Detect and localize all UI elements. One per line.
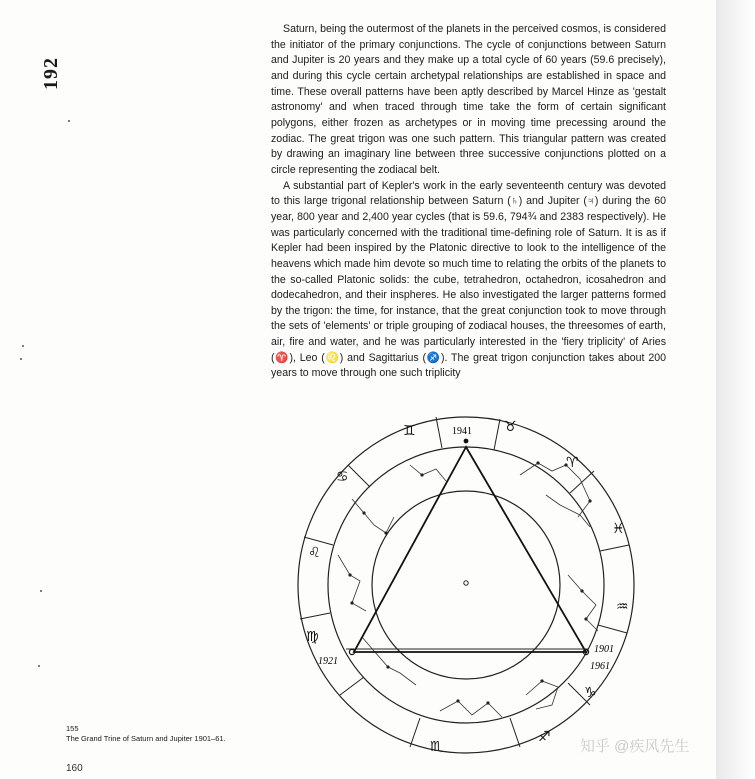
sagittarius-glyph: ♐	[538, 729, 551, 745]
scorpio-glyph: ♏	[430, 739, 443, 755]
center-point	[464, 581, 468, 585]
page-edge-shadow	[716, 0, 755, 779]
caption-number: 155	[66, 724, 79, 733]
scan-speck	[38, 665, 40, 667]
zodiac-wheel-diagram	[290, 405, 645, 770]
page-number: 192	[40, 57, 62, 90]
paragraph-1: Saturn, being the outermost of the planets in the perceived cosmos, is considered the initiator of the primary conjunctions. The cycle of conjunctions between Saturn and Jupiter is 20 years and they make up a total cycle of 60 years (59.6 precisely), and during this cycle certain archetypal relationships are established in space and time. These overall patterns have been aptly described by Marcel Hinze as 'gestalt astronomy' and when traced through time take the form of certain significant polygons, either frozen as archetypes or in moving time precessing around the zodiac. The great trigon was one such pattern. This triangular pattern was created by drawing an imaginary line between three successive conjunctions plotted on a circle representing the zodiacal belt.	[271, 23, 666, 176]
watermark: 知乎 @疾风先生	[580, 738, 690, 755]
year-label-1941: 1941	[452, 426, 472, 437]
grand-trine-figure	[290, 405, 645, 770]
capricorn-glyph: ♑	[584, 685, 597, 701]
year-label-1921: 1921	[318, 656, 338, 667]
taurus-glyph: ♉	[504, 419, 517, 435]
body-text	[271, 22, 666, 382]
caption-text: The Grand Trine of Saturn and Jupiter 1901–61.	[66, 734, 226, 743]
scan-speck	[68, 120, 70, 122]
virgo-glyph: ♍	[306, 629, 319, 645]
paragraph-2: A substantial part of Kepler's work in the early seventeenth century was devoted to this large trigonal relationship between Saturn (♄) and Jupiter (♃) during the 60 year, 800 year and 2,400 year cycles (that is 59.6, 794¾ and 2383 respectively). He was particularly concerned with the traditional time-defining role of Saturn. It is as if Kepler had been inspired by the Platonic directive to look to the intelligence of the heavens which made him devote so much time to relating the orbits of the planets to the so-called Platonic solids: the cube, tetrahedron, octahedron, icosahedron and dodecahedron, and their inspheres. He also investigated the larger patterns formed by the trigon: the time, for instance, that the great conjunction took to move through the sets of 'elements' or triple grouping of zodiacal houses, the threesomes of earth, air, fire and water, and he was particularly interested in the 'fiery triplicity' of Aries (♈), Leo (♌) and Sagittarius (♐). The great trigon conjunction takes about 200 years to move through one such triplicity	[271, 179, 666, 380]
constellation-stars	[348, 461, 591, 704]
gemini-glyph: ♊	[403, 423, 416, 439]
folio-number: 160	[66, 763, 83, 774]
scan-speck	[20, 358, 22, 360]
pisces-glyph: ♓	[612, 521, 625, 537]
scan-speck	[22, 345, 24, 347]
year-label-1901: 1901	[594, 644, 614, 655]
leo-glyph: ♌	[308, 545, 321, 561]
conjunction-point-1941	[464, 439, 469, 444]
year-label-1961: 1961	[590, 661, 610, 672]
figure-caption	[66, 724, 266, 744]
grand-trine-triangle	[354, 447, 586, 652]
cancer-glyph: ♋	[336, 469, 349, 485]
aquarius-glyph: ♒	[616, 599, 629, 615]
aries-glyph: ♈	[566, 455, 579, 471]
scan-speck	[40, 590, 42, 592]
